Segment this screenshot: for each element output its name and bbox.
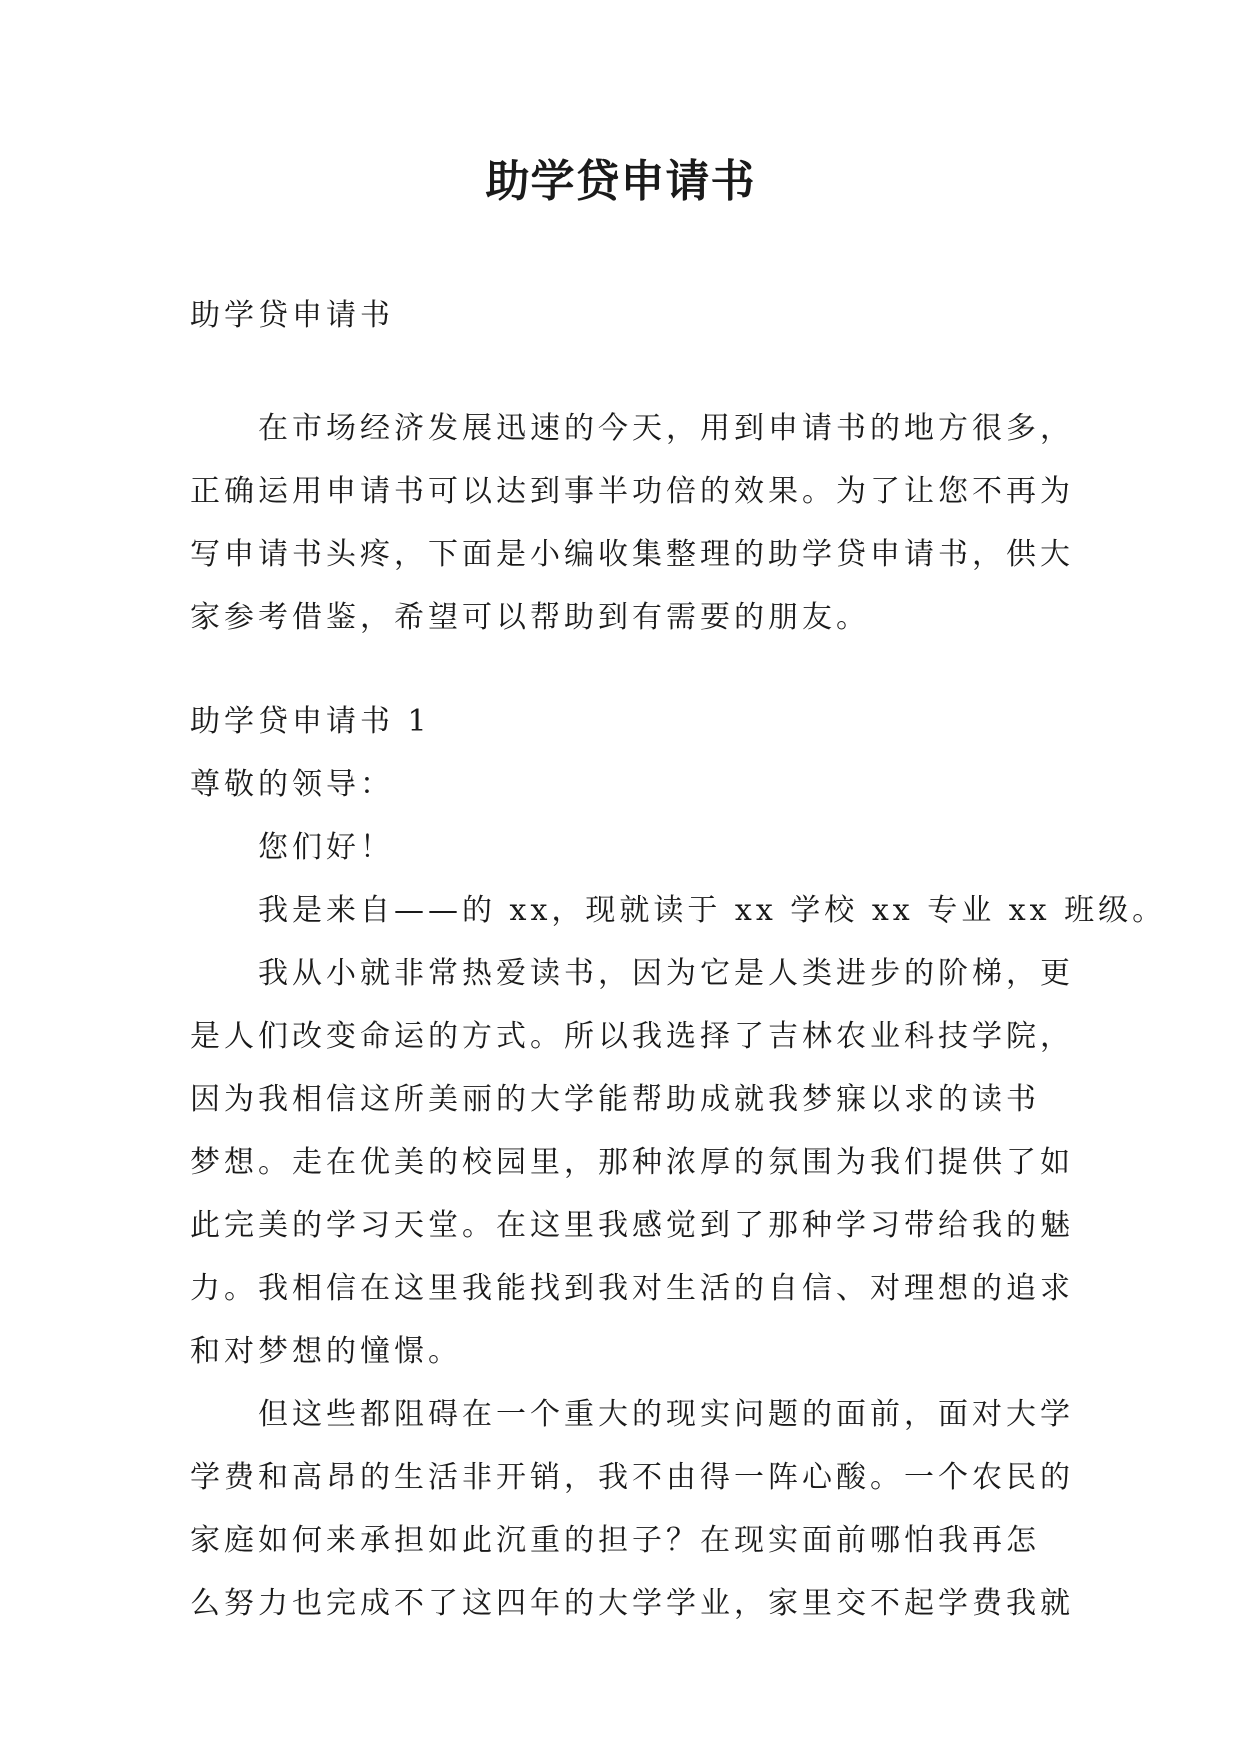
letter-heading: 助学贷申请书 1 xyxy=(190,704,431,739)
document-subtitle: 助学贷申请书 xyxy=(190,298,394,333)
paragraph1-line: 因为我相信这所美丽的大学能帮助成就我梦寐以求的读书 xyxy=(190,1082,1040,1117)
letter-salutation: 尊敬的领导： xyxy=(190,767,394,802)
intro-paragraph xyxy=(190,397,1074,649)
intro-line: 在市场经济发展迅速的今天，用到申请书的地方很多， xyxy=(258,411,1074,446)
intro-line: 正确运用申请书可以达到事半功倍的效果。为了让您不再为 xyxy=(190,474,1074,509)
paragraph1-line: 是人们改变命运的方式。所以我选择了吉林农业科技学院， xyxy=(190,1019,1074,1054)
document-subtitle-block xyxy=(190,284,1060,347)
letter-greeting: 您们好！ xyxy=(258,830,394,865)
paragraph2-line: 但这些都阻碍在一个重大的现实问题的面前，面对大学 xyxy=(258,1397,1074,1432)
paragraph2-line: 学费和高昂的生活非开销，我不由得一阵心酸。一个农民的 xyxy=(190,1460,1074,1495)
paragraph1-line: 梦想。走在优美的校园里，那种浓厚的氛围为我们提供了如 xyxy=(190,1145,1074,1180)
paragraph1-line: 我从小就非常热爱读书，因为它是人类进步的阶梯，更 xyxy=(258,956,1074,991)
intro-line: 家参考借鉴，希望可以帮助到有需要的朋友。 xyxy=(190,600,870,635)
paragraph2-line: 家庭如何来承担如此沉重的担子？在现实面前哪怕我再怎 xyxy=(190,1523,1040,1558)
paragraph1-line: 力。我相信在这里我能找到我对生活的自信、对理想的追求 xyxy=(190,1271,1074,1306)
letter-intro-line: 我是来自——的 xx，现就读于 xx 学校 xx 专业 xx 班级。 xyxy=(258,893,1167,928)
paragraph2-line: 么努力也完成不了这四年的大学学业，家里交不起学费我就 xyxy=(190,1586,1074,1621)
intro-line: 写申请书头疼，下面是小编收集整理的助学贷申请书，供大 xyxy=(190,537,1074,572)
paragraph1-line: 此完美的学习天堂。在这里我感觉到了那种学习带给我的魅 xyxy=(190,1208,1074,1243)
paragraph1-line: 和对梦想的憧憬。 xyxy=(190,1334,462,1369)
document-title: 助学贷申请书 xyxy=(485,156,756,207)
letter-body xyxy=(190,690,1167,1635)
